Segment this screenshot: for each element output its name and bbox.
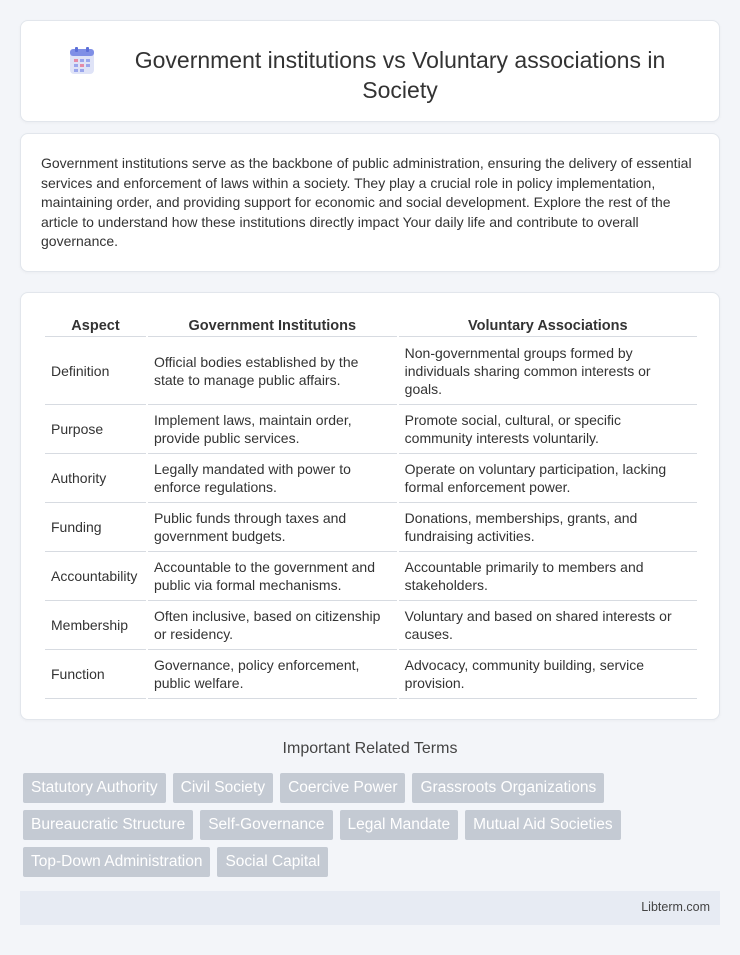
- cell-aspect: Funding: [45, 503, 146, 552]
- footer-bar: [20, 891, 720, 925]
- cell-voluntary: Operate on voluntary participation, lacking formal enforcement power.: [399, 454, 697, 503]
- tag-self-governance[interactable]: Self-Governance: [200, 810, 332, 840]
- tag-legal-mandate[interactable]: Legal Mandate: [340, 810, 459, 840]
- calendar-grid-icon: [69, 47, 95, 75]
- cell-government: Official bodies established by the state to manage public affairs.: [148, 337, 397, 405]
- cell-government: Accountable to the government and public via formal mechanisms.: [148, 552, 397, 601]
- table-row: [45, 454, 697, 503]
- cell-voluntary: Donations, memberships, grants, and fundraising activities.: [399, 503, 697, 552]
- table-row: [45, 337, 697, 405]
- tag-top-down-administration[interactable]: Top-Down Administration: [23, 847, 210, 877]
- tag-coercive-power[interactable]: Coercive Power: [280, 773, 405, 803]
- tag-mutual-aid-societies[interactable]: Mutual Aid Societies: [465, 810, 621, 840]
- cell-voluntary: Non-governmental groups formed by individuals sharing common interests or goals.: [399, 337, 697, 405]
- cell-aspect: Purpose: [45, 405, 146, 454]
- intro-paragraph: Government institutions serve as the backbone of public administration, ensuring the delivery of essential services and enforcement of laws within a society. They play a crucial role in policy implementation, maintaining order, and providing support for economic and social development. Explore the rest of the article to understand how these institutions directly impact Your daily life and contribute to overall governance.: [41, 155, 692, 249]
- comparison-table: [43, 315, 699, 699]
- header-government: Government Institutions: [148, 315, 397, 337]
- title-card: [20, 20, 720, 122]
- tag-row: [23, 847, 723, 877]
- cell-aspect: Function: [45, 650, 146, 699]
- cell-voluntary: Voluntary and based on shared interests or causes.: [399, 601, 697, 650]
- header-aspect: Aspect: [45, 315, 146, 337]
- cell-voluntary: Accountable primarily to members and stakeholders.: [399, 552, 697, 601]
- page-title: Government institutions vs Voluntary associations in Society: [134, 47, 666, 103]
- table-row: [45, 552, 697, 601]
- table-row: [45, 650, 697, 699]
- related-terms-heading: Important Related Terms: [282, 740, 458, 757]
- header-voluntary: Voluntary Associations: [399, 315, 697, 337]
- tag-bureaucratic-structure[interactable]: Bureaucratic Structure: [23, 810, 193, 840]
- comparison-card: [20, 292, 720, 720]
- cell-aspect: Membership: [45, 601, 146, 650]
- cell-aspect: Accountability: [45, 552, 146, 601]
- cell-government: Often inclusive, based on citizenship or residency.: [148, 601, 397, 650]
- tag-statutory-authority[interactable]: Statutory Authority: [23, 773, 166, 803]
- cell-government: Legally mandated with power to enforce regulations.: [148, 454, 397, 503]
- tag-grassroots-organizations[interactable]: Grassroots Organizations: [412, 773, 604, 803]
- cell-government: Implement laws, maintain order, provide public services.: [148, 405, 397, 454]
- tag-civil-society[interactable]: Civil Society: [173, 773, 273, 803]
- footer-site-link[interactable]: Libterm.com: [641, 900, 710, 914]
- cell-government: Public funds through taxes and government budgets.: [148, 503, 397, 552]
- cell-government: Governance, policy enforcement, public welfare.: [148, 650, 397, 699]
- cell-aspect: Definition: [45, 337, 146, 405]
- cell-voluntary: Advocacy, community building, service provision.: [399, 650, 697, 699]
- intro-card: [20, 133, 720, 272]
- table-row: [45, 405, 697, 454]
- tag-social-capital[interactable]: Social Capital: [217, 847, 328, 877]
- tag-row: [23, 773, 723, 803]
- table-header-row: [45, 315, 697, 337]
- table-row: [45, 503, 697, 552]
- tag-row: [23, 810, 723, 840]
- cell-voluntary: Promote social, cultural, or specific community interests voluntarily.: [399, 405, 697, 454]
- cell-aspect: Authority: [45, 454, 146, 503]
- table-row: [45, 601, 697, 650]
- related-terms-list: [23, 773, 723, 884]
